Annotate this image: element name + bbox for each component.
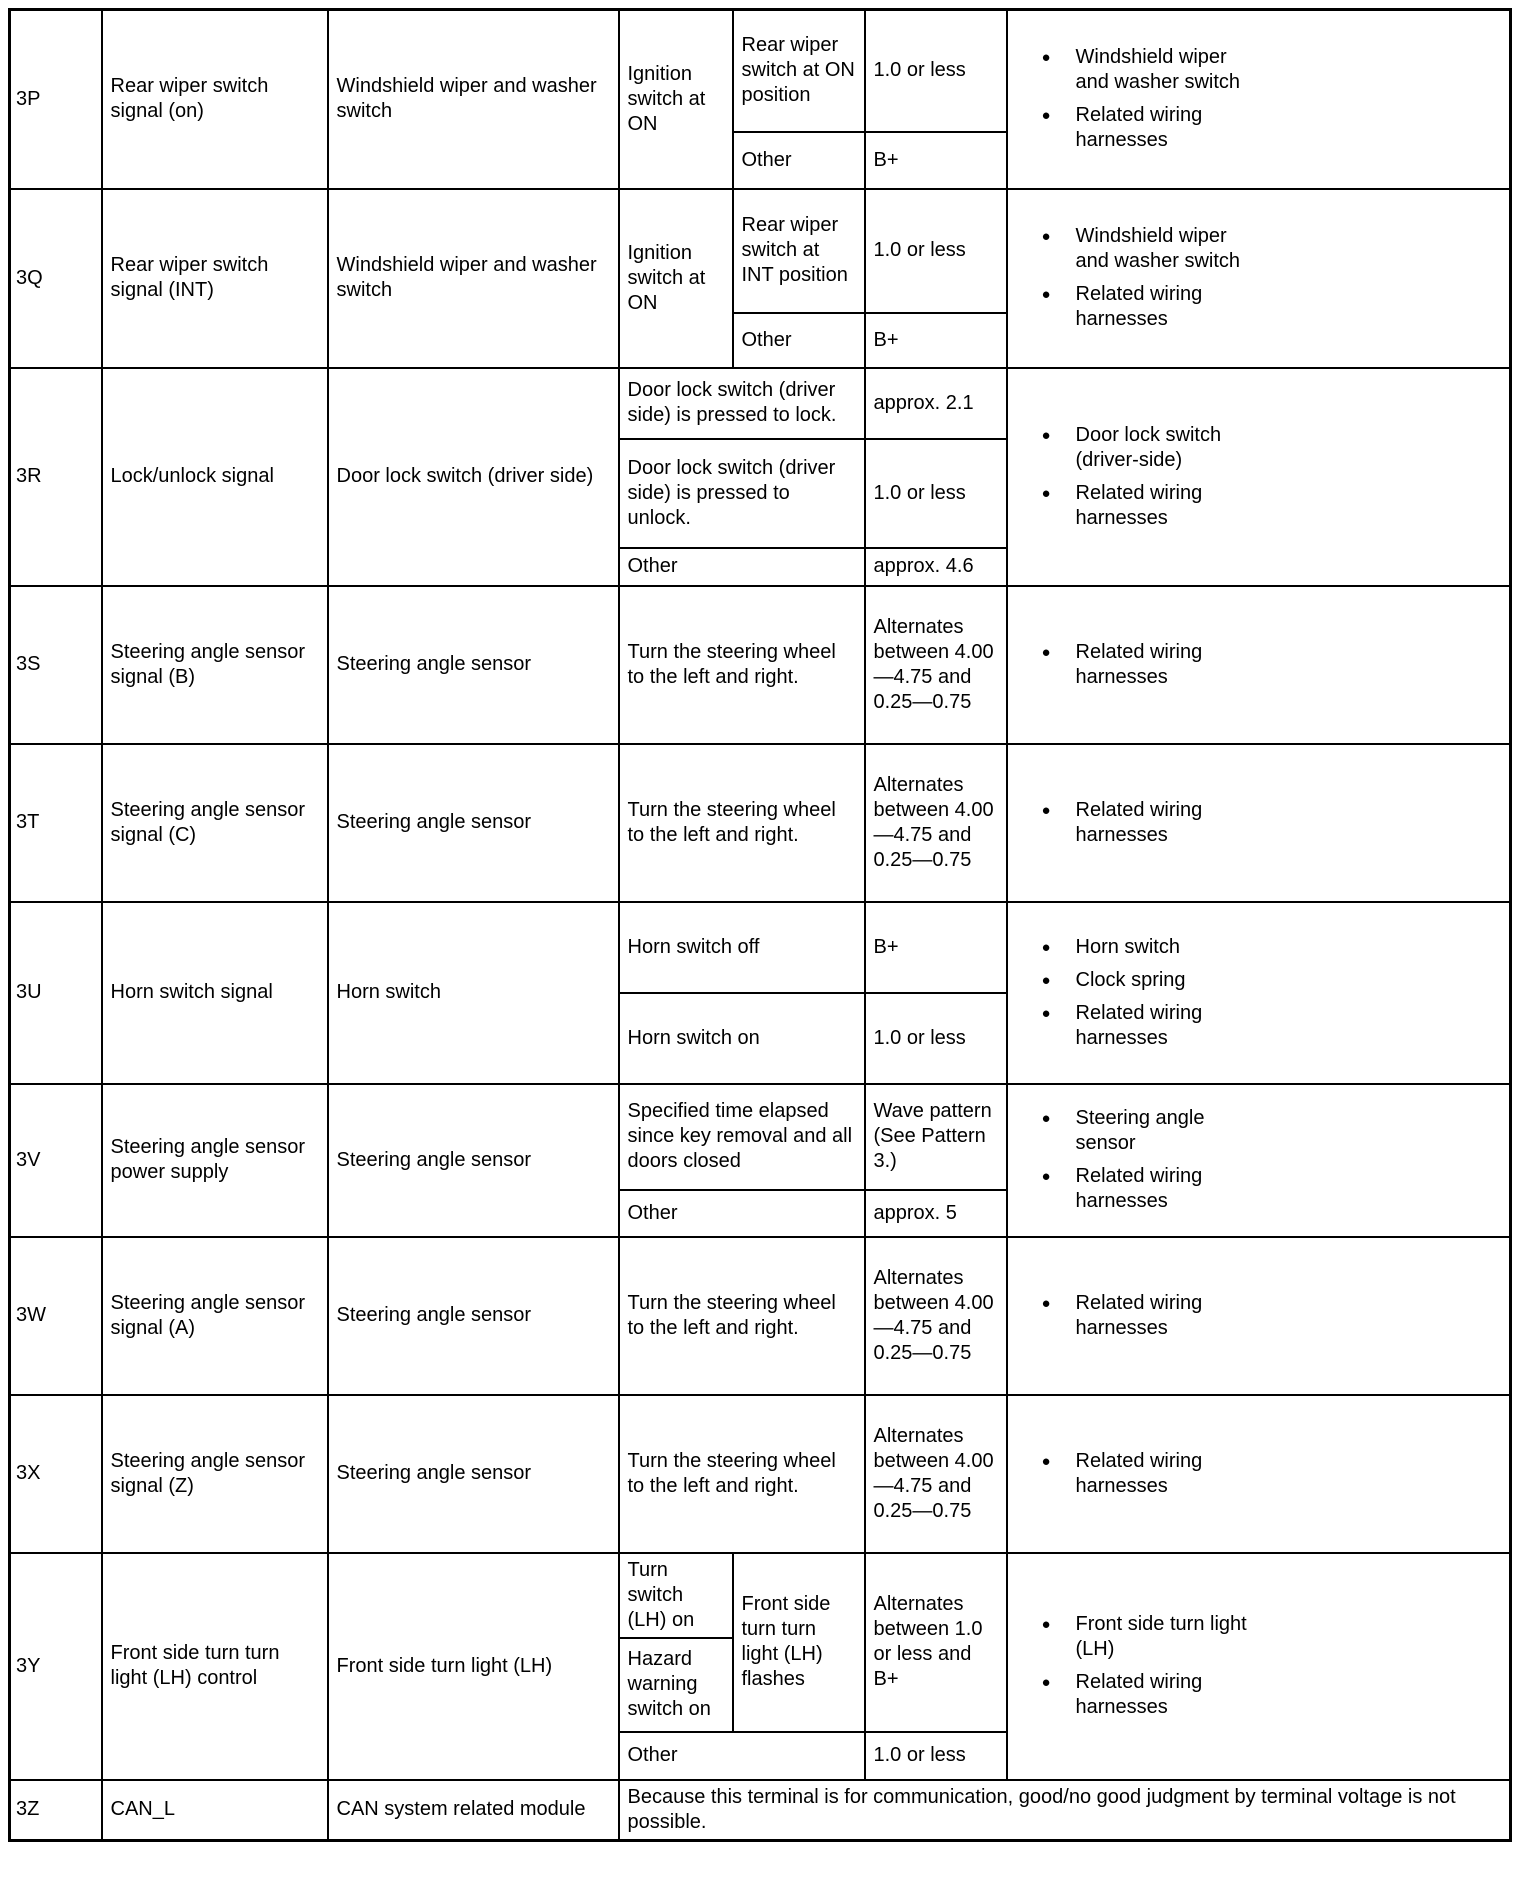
signal-name-cell: Steering angle sensor signal (Z) <box>102 1395 328 1553</box>
connected-to-cell: CAN system related module <box>328 1780 619 1841</box>
condition-cell: Rear wiper switch at ON position <box>733 10 865 132</box>
voltage-cell: 1.0 or less <box>865 10 1007 132</box>
condition-cell: Door lock switch (driver side) is pressed to lock. <box>619 368 865 439</box>
voltage-cell: Alternates between 4.00—4.75 and 0.25—0.75 <box>865 586 1007 744</box>
inspection-item <box>1042 45 1504 95</box>
terminal-id-cell: 3X <box>10 1395 102 1553</box>
terminal-voltage-table <box>8 8 1512 1842</box>
voltage-cell: 1.0 or less <box>865 189 1007 313</box>
bullet-icon <box>1042 640 1056 665</box>
terminal-id-cell: 3T <box>10 744 102 902</box>
condition-cell: Other <box>619 1190 865 1237</box>
table-row <box>10 189 1511 313</box>
terminal-id-cell: 3S <box>10 586 102 744</box>
voltage-cell: Alternates between 4.00—4.75 and 0.25—0.75 <box>865 1237 1007 1395</box>
bullet-icon <box>1042 1164 1056 1189</box>
connected-to-cell: Steering angle sensor <box>328 586 619 744</box>
inspection-cell <box>1007 1084 1511 1237</box>
inspection-cell <box>1007 10 1511 189</box>
table-row <box>10 586 1511 744</box>
note-cell: Because this terminal is for communication, good/no good judgment by terminal voltage is not possible. <box>619 1780 1511 1841</box>
table-row <box>10 902 1511 993</box>
connected-to-cell: Front side turn light (LH) <box>328 1553 619 1780</box>
connected-to-cell: Steering angle sensor <box>328 744 619 902</box>
signal-name-cell: Rear wiper switch signal (on) <box>102 10 328 189</box>
bullet-icon <box>1042 1612 1056 1637</box>
table-row <box>10 744 1511 902</box>
signal-name-cell: CAN_L <box>102 1780 328 1841</box>
inspection-item <box>1042 1291 1504 1341</box>
table-row <box>10 10 1511 132</box>
inspection-item-text: Windshield wiper and washer switch <box>1075 46 1241 94</box>
inspection-item <box>1042 935 1504 960</box>
voltage-cell: Alternates between 4.00—4.75 and 0.25—0.75 <box>865 1395 1007 1553</box>
inspection-item-text: Related wiring harnesses <box>1075 1671 1203 1718</box>
connected-to-cell: Windshield wiper and washer switch <box>328 189 619 368</box>
inspection-item <box>1042 282 1504 332</box>
connected-to-cell: Door lock switch (driver side) <box>328 368 619 586</box>
condition-cell: Other <box>619 1732 865 1780</box>
inspection-cell <box>1007 744 1511 902</box>
inspection-item-text: Related wiring harnesses <box>1075 1291 1203 1339</box>
terminal-id-cell: 3Y <box>10 1553 102 1780</box>
inspection-item <box>1042 481 1504 531</box>
condition-result-cell: Front side turn turn light (LH) flashes <box>733 1553 865 1732</box>
table-row <box>10 1553 1511 1638</box>
inspection-item-text: Related wiring harnesses <box>1075 1001 1203 1049</box>
inspection-item-text: Clock spring <box>1075 968 1186 991</box>
condition-cell: Door lock switch (driver side) is pressed to unlock. <box>619 439 865 548</box>
condition-cell: Horn switch off <box>619 902 865 993</box>
signal-name-cell: Front side turn turn light (LH) control <box>102 1553 328 1780</box>
inspection-cell <box>1007 189 1511 368</box>
inspection-item-text: Door lock switch (driver-side) <box>1075 423 1222 471</box>
voltage-cell: B+ <box>865 902 1007 993</box>
table-row <box>10 1084 1511 1190</box>
signal-name-cell: Steering angle sensor signal (A) <box>102 1237 328 1395</box>
condition-cell: Turn the steering wheel to the left and right. <box>619 1395 865 1553</box>
inspection-cell <box>1007 1237 1511 1395</box>
voltage-cell: approx. 4.6 <box>865 548 1007 586</box>
bullet-icon <box>1042 968 1056 993</box>
bullet-icon <box>1042 1670 1056 1695</box>
inspection-item-text: Steering angle sensor <box>1075 1107 1205 1154</box>
inspection-cell <box>1007 1395 1511 1553</box>
inspection-item-text: Horn switch <box>1075 935 1180 958</box>
table-row <box>10 368 1511 439</box>
inspection-item <box>1042 1164 1504 1214</box>
condition-cell: Turn the steering wheel to the left and right. <box>619 744 865 902</box>
condition-cell: Horn switch on <box>619 993 865 1084</box>
bullet-icon <box>1042 103 1056 128</box>
inspection-cell <box>1007 586 1511 744</box>
bullet-icon <box>1042 1001 1056 1026</box>
voltage-cell: approx. 5 <box>865 1190 1007 1237</box>
voltage-cell: B+ <box>865 132 1007 189</box>
condition-cell: Turn the steering wheel to the left and right. <box>619 1237 865 1395</box>
inspection-cell <box>1007 368 1511 586</box>
bullet-icon <box>1042 1449 1056 1474</box>
inspection-item-text: Related wiring harnesses <box>1075 640 1203 688</box>
inspection-item-text: Related wiring harnesses <box>1075 104 1203 152</box>
terminal-id-cell: 3W <box>10 1237 102 1395</box>
inspection-item <box>1042 1449 1504 1499</box>
condition-cell: Turn switch (LH) on <box>619 1553 733 1638</box>
signal-name-cell: Horn switch signal <box>102 902 328 1084</box>
inspection-item <box>1042 423 1504 473</box>
connected-to-cell: Steering angle sensor <box>328 1084 619 1237</box>
bullet-icon <box>1042 282 1056 307</box>
inspection-cell <box>1007 1553 1511 1780</box>
condition-main-cell: Ignition switch at ON <box>619 10 733 189</box>
voltage-cell: Alternates between 1.0 or less and B+ <box>865 1553 1007 1732</box>
condition-cell: Other <box>733 313 865 368</box>
condition-cell: Other <box>619 548 865 586</box>
inspection-item-text: Related wiring harnesses <box>1075 1449 1203 1497</box>
inspection-item <box>1042 103 1504 153</box>
inspection-item <box>1042 1612 1504 1662</box>
signal-name-cell: Steering angle sensor signal (B) <box>102 586 328 744</box>
signal-name-cell: Steering angle sensor signal (C) <box>102 744 328 902</box>
voltage-cell: approx. 2.1 <box>865 368 1007 439</box>
bullet-icon <box>1042 45 1056 70</box>
signal-name-cell: Rear wiper switch signal (INT) <box>102 189 328 368</box>
inspection-item-text: Related wiring harnesses <box>1075 481 1203 529</box>
inspection-item <box>1042 1001 1504 1051</box>
condition-cell: Hazard warning switch on <box>619 1638 733 1732</box>
voltage-cell: 1.0 or less <box>865 439 1007 548</box>
condition-cell: Specified time elapsed since key removal and all doors closed <box>619 1084 865 1190</box>
table-row <box>10 1780 1511 1841</box>
inspection-item <box>1042 1670 1504 1720</box>
voltage-cell: Wave pattern (See Pattern 3.) <box>865 1084 1007 1190</box>
inspection-item-text: Related wiring harnesses <box>1075 1165 1203 1212</box>
terminal-id-cell: 3Q <box>10 189 102 368</box>
bullet-icon <box>1042 481 1056 506</box>
inspection-item-text: Windshield wiper and washer switch <box>1075 225 1241 272</box>
inspection-item <box>1042 224 1504 274</box>
table-row <box>10 1237 1511 1395</box>
terminal-id-cell: 3V <box>10 1084 102 1237</box>
inspection-cell <box>1007 902 1511 1084</box>
table-row <box>10 1395 1511 1553</box>
bullet-icon <box>1042 935 1056 960</box>
connected-to-cell: Horn switch <box>328 902 619 1084</box>
terminal-id-cell: 3R <box>10 368 102 586</box>
inspection-item <box>1042 968 1504 993</box>
voltage-cell: 1.0 or less <box>865 993 1007 1084</box>
bullet-icon <box>1042 224 1056 249</box>
inspection-item <box>1042 798 1504 848</box>
bullet-icon <box>1042 423 1056 448</box>
terminal-id-cell: 3Z <box>10 1780 102 1841</box>
bullet-icon <box>1042 1106 1056 1131</box>
condition-main-cell: Ignition switch at ON <box>619 189 733 368</box>
signal-name-cell: Steering angle sensor power supply <box>102 1084 328 1237</box>
signal-name-cell: Lock/unlock signal <box>102 368 328 586</box>
voltage-cell: B+ <box>865 313 1007 368</box>
bullet-icon <box>1042 798 1056 823</box>
condition-cell: Rear wiper switch at INT position <box>733 189 865 313</box>
voltage-cell: Alternates between 4.00—4.75 and 0.25—0.75 <box>865 744 1007 902</box>
inspection-item <box>1042 640 1504 690</box>
connected-to-cell: Steering angle sensor <box>328 1237 619 1395</box>
inspection-item-text: Related wiring harnesses <box>1075 283 1203 330</box>
inspection-item-text: Front side turn light (LH) <box>1075 1613 1247 1660</box>
condition-cell: Turn the steering wheel to the left and right. <box>619 586 865 744</box>
terminal-id-cell: 3P <box>10 10 102 189</box>
connected-to-cell: Steering angle sensor <box>328 1395 619 1553</box>
inspection-item <box>1042 1106 1504 1156</box>
bullet-icon <box>1042 1291 1056 1316</box>
connected-to-cell: Windshield wiper and washer switch <box>328 10 619 189</box>
inspection-item-text: Related wiring harnesses <box>1075 798 1203 846</box>
voltage-cell: 1.0 or less <box>865 1732 1007 1780</box>
condition-cell: Other <box>733 132 865 189</box>
terminal-id-cell: 3U <box>10 902 102 1084</box>
